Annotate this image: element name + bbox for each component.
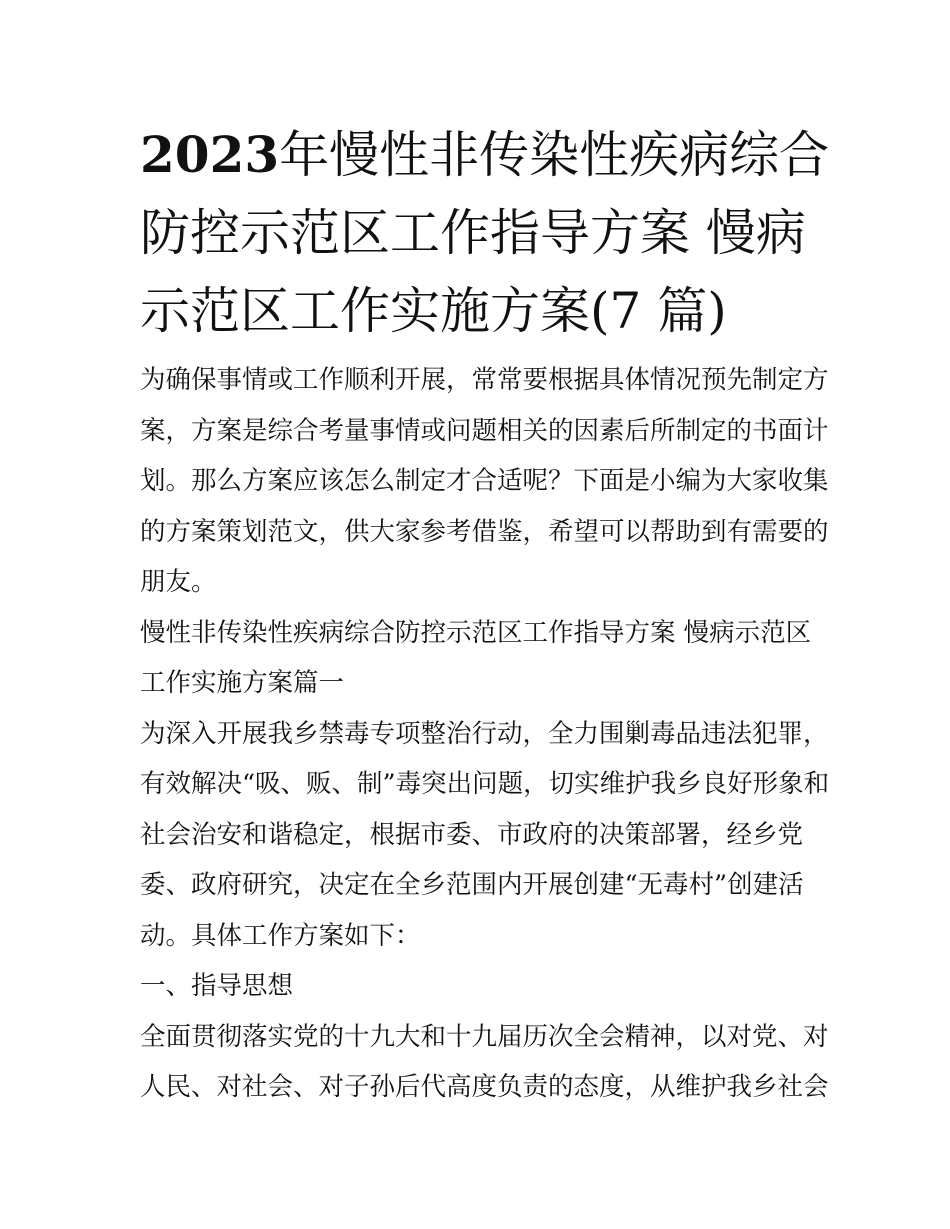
- paragraph-line: 动。具体工作方案如下：: [140, 920, 421, 951]
- subheading-text: 一、指导思想: [140, 971, 294, 1001]
- section-heading-line: 工作实施方案篇一: [140, 668, 345, 698]
- title-line-2: 防控示范区工作指导方案 慢病: [140, 204, 806, 262]
- title-line-1-text: 年慢性非传染性疾病综合: [279, 126, 830, 184]
- title-line-1: [140, 116, 830, 194]
- paragraph-line: 为深入开展我乡禁毒专项整治行动，全力围剿毒品违法犯罪，: [140, 718, 829, 749]
- intro-line: 为确保事情或工作顺利开展，常常要根据具体情况预先制定方: [140, 365, 829, 395]
- document-title: [140, 116, 830, 350]
- paragraph-line: 全面贯彻落实党的十九大和十九届历次全会精神，以对党、对: [140, 1021, 829, 1052]
- body-paragraph-1: [140, 709, 830, 962]
- paragraph-line: 有效解决“吸、贩、制”毒突出问题，切实维护我乡良好形象和: [140, 769, 830, 799]
- document-body: [140, 355, 830, 1113]
- intro-line: 案，方案是综合考量事情或问题相关的因素后所制定的书面计: [140, 415, 829, 446]
- section-heading-line: 慢性非传染性疾病综合防控示范区工作指导方案 慢病示范区: [140, 617, 812, 648]
- intro-line: 的方案策划范文，供大家参考借鉴，希望可以帮助到有需要的: [140, 516, 829, 547]
- intro-line: 朋友。: [140, 567, 217, 597]
- title-year: 2023: [140, 125, 280, 184]
- paragraph-line: 委、政府研究，决定在全乡范围内开展创建“无毒村”创建活: [140, 870, 804, 900]
- intro-line: 划。那么方案应该怎么制定才合适呢？下面是小编为大家收集: [140, 466, 829, 496]
- paragraph-line: 人民、对社会、对子孙后代高度负责的态度，从维护我乡社会: [140, 1072, 829, 1102]
- section-heading: [140, 608, 812, 709]
- subheading-guiding-ideology: [140, 961, 812, 1012]
- paragraph-line: 社会治安和谐稳定，根据市委、市政府的决策部署，经乡党: [140, 819, 804, 850]
- body-paragraph-2: [140, 1012, 829, 1113]
- intro-paragraph: [140, 355, 829, 608]
- title-line-3: 示范区工作实施方案(7 篇): [140, 282, 727, 340]
